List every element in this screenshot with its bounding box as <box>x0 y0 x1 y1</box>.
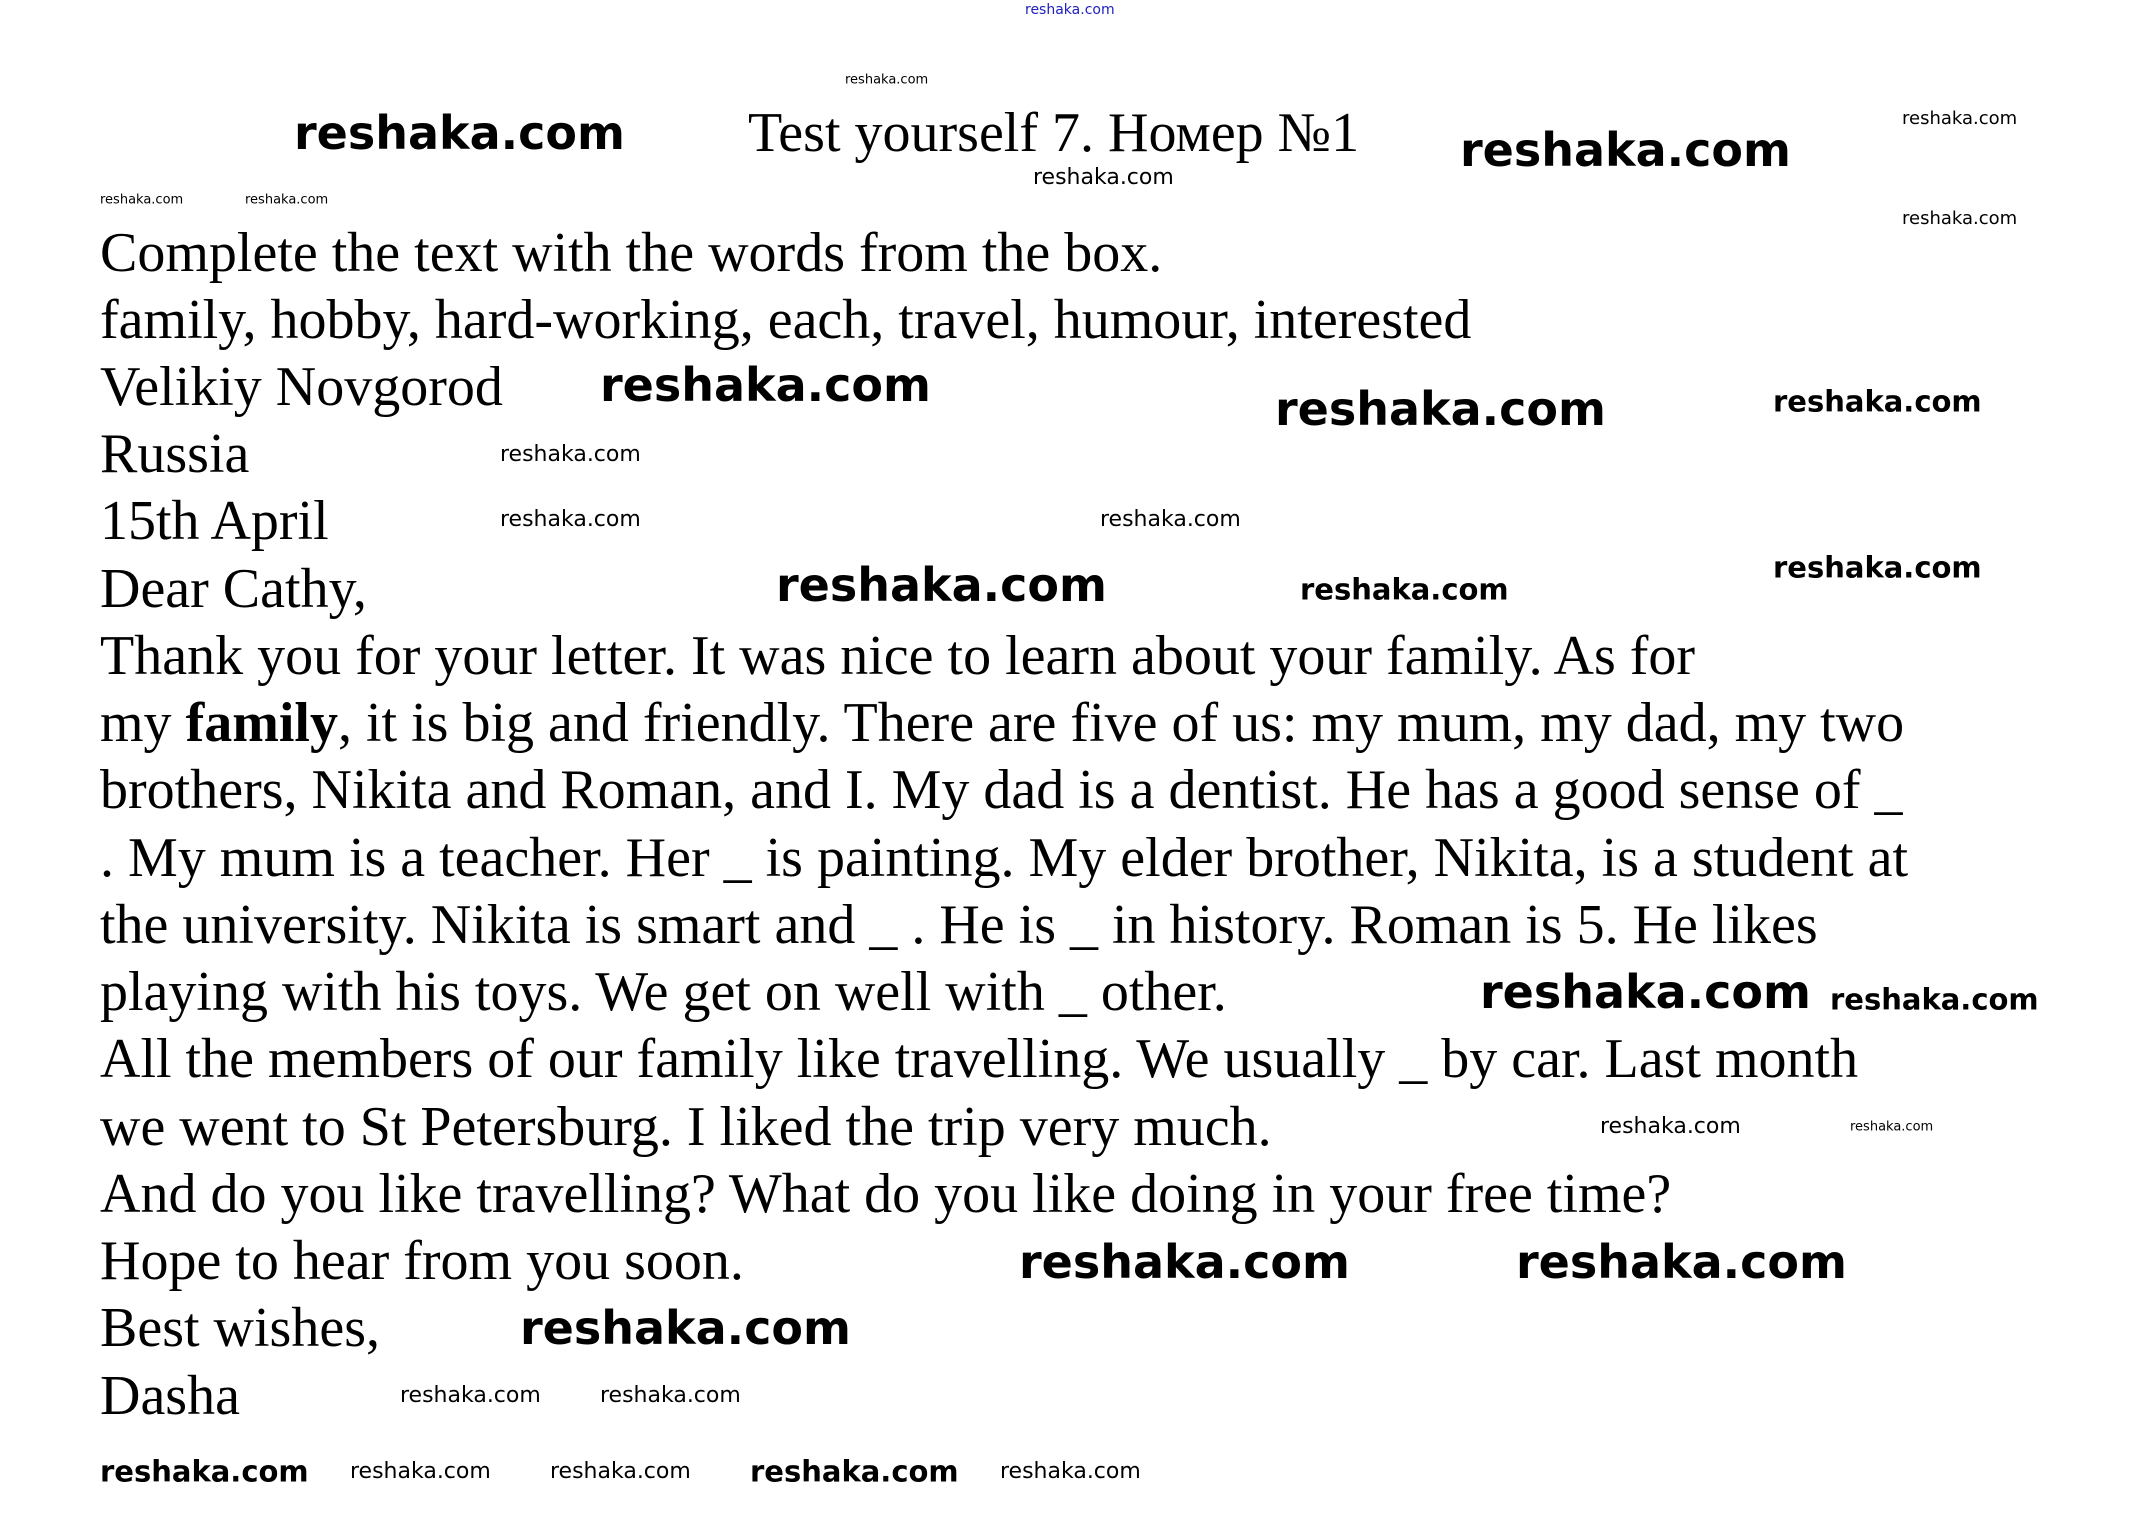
letter-closing: Best wishes, <box>100 1297 380 1359</box>
page-title: Test yourself 7. Номер №1 <box>748 102 1360 164</box>
watermark: reshaka.com <box>520 1301 851 1355</box>
watermark: reshaka.com <box>845 72 929 88</box>
watermark: reshaka.com <box>1460 123 1791 177</box>
watermark: reshaka.com <box>500 442 641 467</box>
watermark: reshaka.com <box>100 192 184 208</box>
watermark: reshaka.com <box>1275 382 1606 436</box>
watermark: reshaka.com <box>750 1454 959 1489</box>
watermark: reshaka.com <box>550 1459 691 1484</box>
letter-line: Hope to hear from you soon. <box>100 1230 744 1292</box>
letter-greeting: Dear Cathy, <box>100 558 367 620</box>
watermark[interactable]: reshaka.com <box>1025 2 1115 18</box>
letter-line: playing with his toys. We get on well with _ other. <box>100 961 1227 1023</box>
letter-line: All the members of our family like travelling. We usually _ by car. Last month <box>100 1028 1859 1090</box>
letter-signature: Dasha <box>100 1365 240 1427</box>
letter-line: Thank you for your letter. It was nice to learn about your family. As for <box>100 625 1696 687</box>
watermark: reshaka.com <box>1000 1459 1141 1484</box>
watermark: reshaka.com <box>776 558 1107 612</box>
watermark: reshaka.com <box>1902 108 2018 129</box>
answer-word: family <box>185 692 338 754</box>
watermark: reshaka.com <box>1019 1235 1350 1289</box>
watermark: reshaka.com <box>1100 507 1241 532</box>
suffix: , it is big and friendly. There are five of us: my mum, my dad, my two <box>337 692 1905 754</box>
letter-line: brothers, Nikita and Roman, and I. My dad is a dentist. He has a good sense of _ <box>100 759 1903 821</box>
watermark: reshaka.com <box>1773 550 1982 585</box>
letter-line: . My mum is a teacher. Her _ is painting. My elder brother, Nikita, is a student at <box>100 827 1909 889</box>
watermark: reshaka.com <box>600 1383 741 1408</box>
watermark: reshaka.com <box>1516 1235 1847 1289</box>
prefix: my <box>100 692 186 754</box>
letter-date: 15th April <box>100 490 329 552</box>
watermark: reshaka.com <box>350 1459 491 1484</box>
watermark: reshaka.com <box>1600 1114 1741 1139</box>
watermark: reshaka.com <box>400 1383 541 1408</box>
watermark: reshaka.com <box>294 106 625 160</box>
word-box: family, hobby, hard-working, each, travel, humour, interested <box>100 289 1472 351</box>
watermark: reshaka.com <box>1902 208 2018 229</box>
letter-line-family <box>100 690 1904 756</box>
watermark: reshaka.com <box>600 358 931 412</box>
address-country: Russia <box>100 423 250 485</box>
watermark: reshaka.com <box>500 507 641 532</box>
watermark: reshaka.com <box>1850 1119 1934 1135</box>
watermark: reshaka.com <box>245 192 329 208</box>
letter-line: we went to St Petersburg. I liked the trip very much. <box>100 1096 1272 1158</box>
watermark: reshaka.com <box>100 1454 309 1489</box>
letter-line: And do you like travelling? What do you like doing in your free time? <box>100 1163 1672 1225</box>
watermark: reshaka.com <box>1300 572 1509 607</box>
instruction: Complete the text with the words from the box. <box>100 222 1163 284</box>
address-city: Velikiy Novgorod <box>100 356 503 418</box>
letter-line: the university. Nikita is smart and _ . He is _ in history. Roman is 5. He likes <box>100 894 1818 956</box>
watermark: reshaka.com <box>1033 165 1174 190</box>
watermark: reshaka.com <box>1773 384 1982 419</box>
watermark: reshaka.com <box>1830 982 2039 1017</box>
watermark: reshaka.com <box>1480 965 1811 1019</box>
